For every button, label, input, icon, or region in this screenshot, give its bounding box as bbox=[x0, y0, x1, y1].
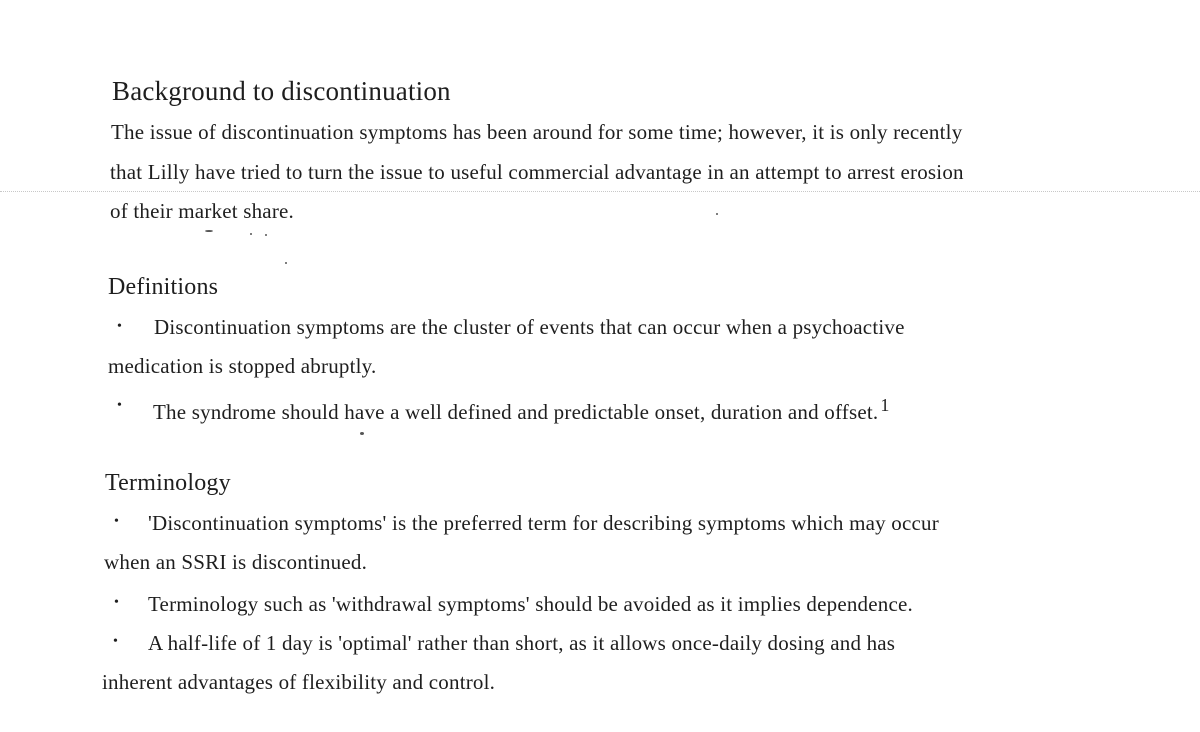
scan-speck bbox=[250, 233, 252, 235]
scan-speck bbox=[265, 234, 267, 236]
list-item-text: Discontinuation symptoms are the cluster of events that can occur when a psychoactive bbox=[154, 315, 905, 339]
list-item-text: A half-life of 1 day is 'optimal' rather than short, as it allows once-daily dosing and has bbox=[148, 631, 896, 655]
bullet-marker: • bbox=[117, 319, 122, 334]
list-item-text: when an SSRI is discontinued. bbox=[104, 550, 368, 574]
bullet-marker: • bbox=[114, 514, 119, 529]
list-item-text bbox=[153, 395, 890, 425]
bullet-marker: • bbox=[117, 398, 122, 413]
scan-speck bbox=[716, 213, 718, 215]
section-heading-terminology: Terminology bbox=[105, 470, 231, 496]
list-item-text: Terminology such as 'withdrawal symptoms' should be avoided as it implies dependence. bbox=[148, 592, 913, 616]
scan-speck bbox=[205, 230, 213, 232]
list-item-text: medication is stopped abruptly. bbox=[108, 354, 377, 378]
list-item-text: inherent advantages of flexibility and control. bbox=[102, 670, 496, 694]
scan-speck bbox=[360, 432, 364, 435]
scan-artifact-line bbox=[0, 191, 1200, 192]
bullet-marker: • bbox=[114, 595, 119, 610]
list-item-text: 'Discontinuation symptoms' is the preferred term for describing symptoms which may occur bbox=[148, 511, 939, 535]
body-text-line: that Lilly have tried to turn the issue to useful commercial advantage in an attempt to arrest erosion bbox=[110, 160, 964, 184]
scan-speck bbox=[285, 262, 287, 264]
bullet-marker: • bbox=[113, 634, 118, 649]
section-heading-definitions: Definitions bbox=[108, 274, 219, 300]
body-text-line: The issue of discontinuation symptoms has been around for some time; however, it is only recently bbox=[111, 120, 963, 144]
footnote-reference: 1 bbox=[880, 395, 890, 415]
body-text-line: of their market share. bbox=[110, 199, 294, 223]
list-item-text-content: The syndrome should have a well defined and predictable onset, duration and offset. bbox=[153, 400, 879, 424]
section-heading-background: Background to discontinuation bbox=[112, 76, 451, 106]
